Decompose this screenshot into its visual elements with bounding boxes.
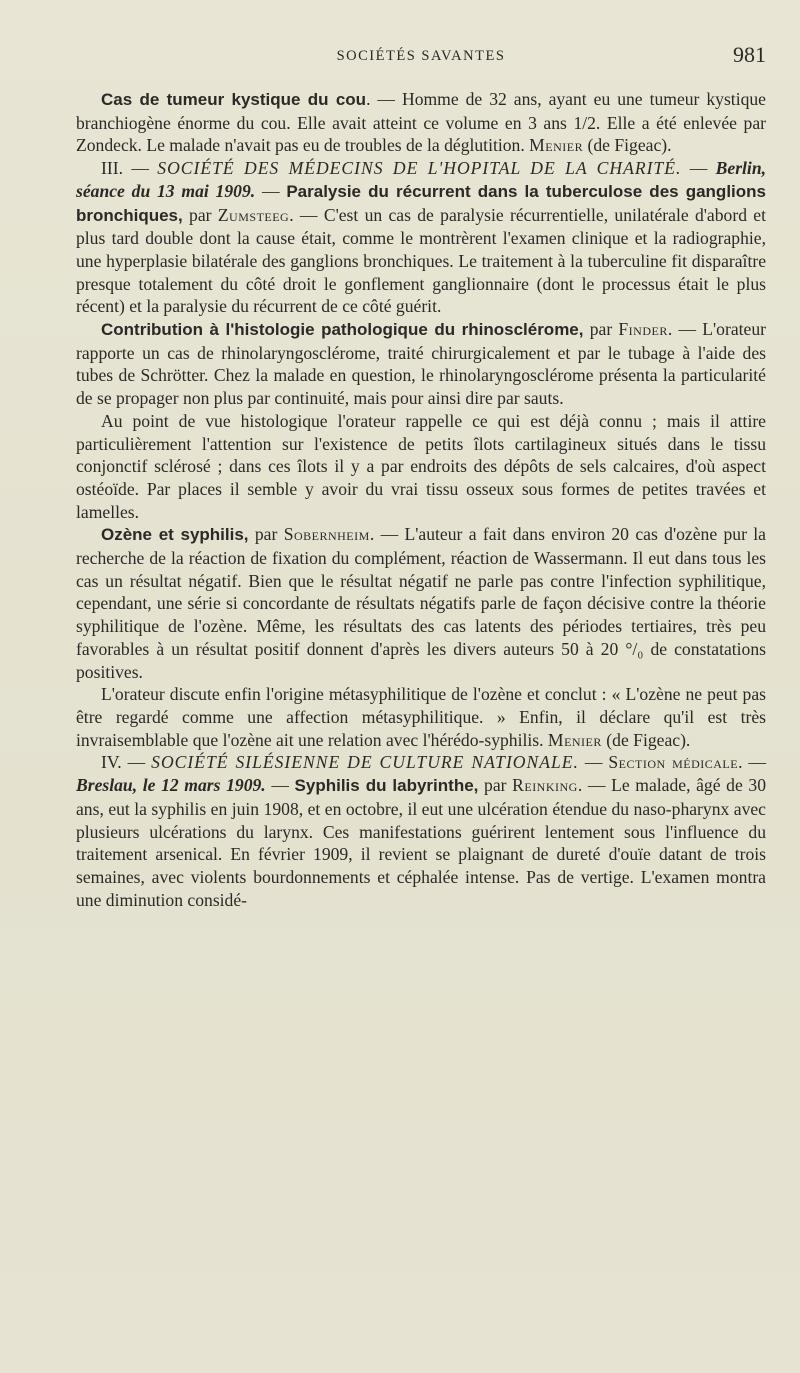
paragraph-cas-tumeur <box>76 88 766 157</box>
author-name: Sobernheim <box>283 524 370 545</box>
author-name: Menier <box>529 135 584 156</box>
author-name: Finder <box>618 319 668 340</box>
place-date: Berlin, séance du 13 mai 1909. <box>76 158 767 201</box>
paragraph-societe-charite <box>76 157 766 318</box>
text-run: L'orateur discute enfin l'origine métasyphilitique de l'ozène et conclut : « L'ozène ne peut pas être regardé comme une affection métasyphilitique. » Enfin, il déclare qu'il est très invraisemblable que l'ozène ait une relation avec l'hérédo-syphilis. <box>76 684 766 750</box>
page-number: 981 <box>733 42 766 67</box>
separator: . — <box>738 752 767 773</box>
text-run: (de Figeac). <box>601 729 691 750</box>
society-name: SOCIÉTÉ DES MÉDECINS DE L'HOPITAL DE LA CHARITÉ. <box>157 158 682 179</box>
author-name: Zumsteeg <box>217 204 290 225</box>
separator: — <box>578 752 609 773</box>
text-run: . — Homme de 32 ans, ayant eu une tumeur kystique branchiogène énorme du cou. Elle avait atteint ce volume en 3 ans 1/2. Elle a été enlevée par Zondeck. Le malade n'avait pas eu de troubles de la déglutition. <box>76 89 766 156</box>
text-run: . — L'auteur a fait dans environ 20 cas d'ozène pur la recherche de la réaction de fixation du complément, réaction de Wassermann. Il eut dans tous les cas un résultat négatif. Bien que le résultat négatif ne parle pas contre l'infection syphilitique, cependant, une série si concordante de résultats négatifs parle de façon décisive contre la théorie syphilitique de l'ozène. Même, les résultats des cas latents des périodes tertiaires, très peu favorables à un résultat positif donnent d'après les divers auteurs 50 à 20 °/₀ de constatations positives. <box>76 524 766 682</box>
text-run: par <box>583 319 619 340</box>
paragraph-societe-silesienne <box>76 751 766 911</box>
separator: — <box>265 775 295 796</box>
text-run: par <box>182 204 218 225</box>
page-header <box>76 42 766 72</box>
article-title: Syphilis du labyrinthe, <box>294 776 479 796</box>
text-run: . — L'orateur rapporte un cas de rhinolaryngosclérome, traité chirurgicalement et par le tubage à l'aide des tubes de Schrötter. Chez la malade en question, le rhinolaryngosclérome présenta la particularité de se propager non plus par continuité, mais pour ainsi dire par sauts. <box>76 319 766 409</box>
body-text <box>76 88 766 911</box>
paragraph-rhinosclerome <box>76 318 766 410</box>
paragraph-ozene-syphilis <box>76 523 766 683</box>
text-run: Au point de vue histologique l'orateur rappelle ce qui est déjà connu ; mais il attire particulièrement l'attention sur l'existence de petits îlots cartilagineux situés dans le tissu conjonctif sclérosé ; dans ces îlots il y a par endroits des dépôts de sels calcaires, d'où aspect ostéoïde. Par places il semble y avoir du vrai tissu osseux sous formes de petites travées et lamelles. <box>76 410 766 522</box>
separator: — <box>255 180 287 201</box>
place-date: Breslau, le 12 mars 1909. <box>76 775 266 796</box>
author-name: Reinking <box>512 775 578 796</box>
society-name: SOCIÉTÉ SILÉSIENNE DE CULTURE NATIONALE. <box>151 752 579 773</box>
paragraph-histologie <box>76 410 766 524</box>
author-name: Menier <box>547 729 602 750</box>
paragraph-conclusion-ozene <box>76 683 766 751</box>
text-run: par <box>478 775 513 796</box>
section-number: III. — <box>101 158 158 179</box>
text-run: (de Figeac). <box>583 135 672 156</box>
section-name: Section médicale <box>608 752 739 773</box>
section-number: IV. — <box>101 752 152 773</box>
article-title: Ozène et syphilis, <box>101 525 249 545</box>
article-title: Paralysie du récurrent dans la tuberculose des ganglions bronchiques, <box>76 181 766 225</box>
article-title: Cas de tumeur kystique du cou <box>101 90 367 109</box>
text-run: . — C'est un cas de paralysie récurrentielle, unilatérale d'abord et plus tard double dont la cause était, comme le montrèrent l'examen clinique et la radiographie, une hyperplasie bilatérale des ganglions bronchiques. Le traitement à la tuberculine fit disparaître presque totalement du côté droit le gonflement ganglionnaire (dont le processus était le plus récent) et la paralysie du récurrent de ce côté guérit. <box>76 204 766 317</box>
running-head: SOCIÉTÉS SAVANTES <box>336 48 506 64</box>
article-title: Contribution à l'histologie pathologique du rhinosclérome, <box>101 320 584 340</box>
text-run: par <box>248 524 284 545</box>
separator: — <box>681 158 716 179</box>
text-run: . — Le malade, âgé de 30 ans, eut la syphilis en juin 1908, et en octobre, il eut une ulcération étendue du naso-pharynx avec plusieurs ulcérations du larynx. Ces manifestations guérirent lentement sous l'influence du traitement arsenical. En février 1909, il revient se plaignant de dureté d'ouïe datant de trois semaines, avec violents bourdonnements et céphalée intense. Pas de vertige. L'examen montra une diminution considé- <box>76 775 767 910</box>
